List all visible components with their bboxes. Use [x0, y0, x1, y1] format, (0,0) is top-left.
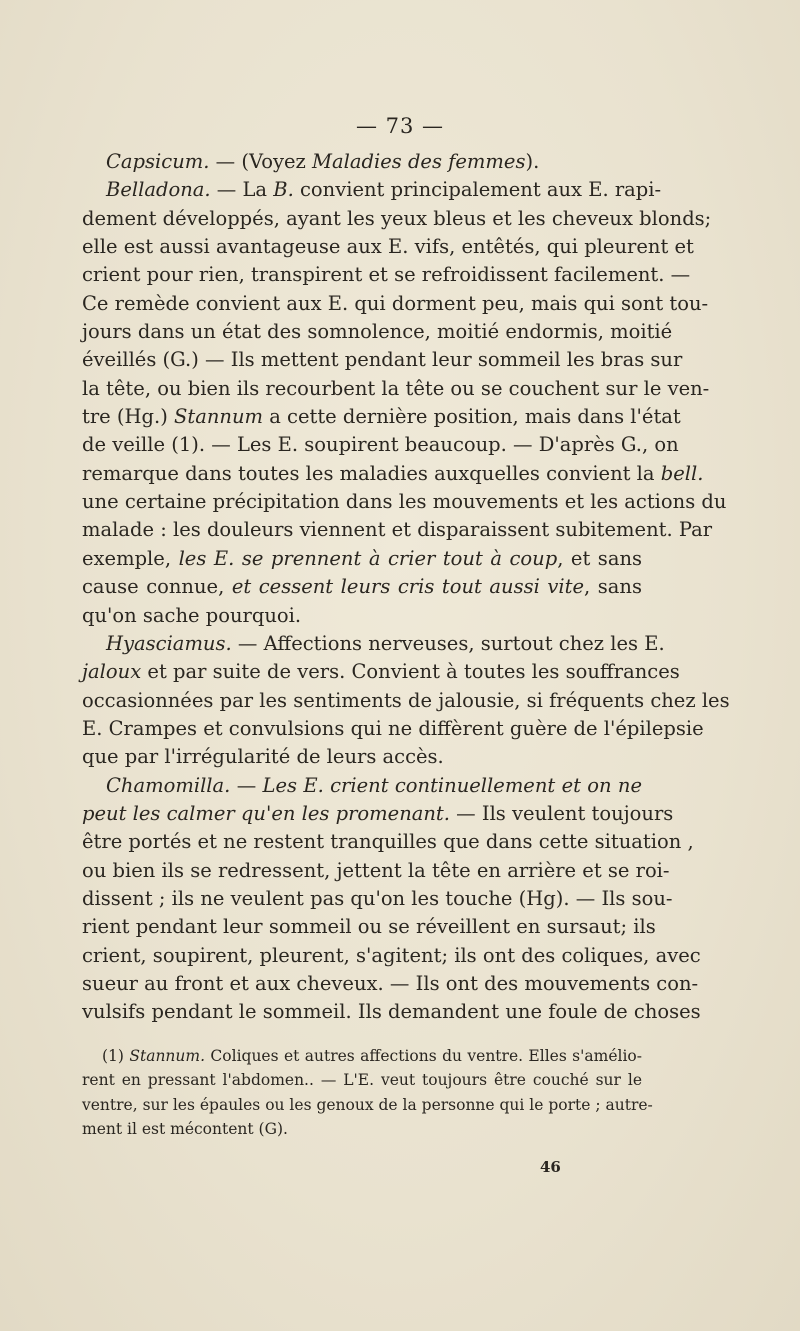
footnote-line: rent en pressant l'abdomen.. — L'E. veut toujours être couché sur le [82, 1071, 642, 1090]
text-line: E. Crampes et convulsions qui ne diffèrent guère de l'épilepsie [82, 716, 704, 740]
footnote-line: ment il est mécontent (G). [82, 1119, 288, 1138]
text-line: Belladona. — La B. convient principalement aux E. rapi- [106, 178, 662, 202]
text-line: de veille (1). — Les E. soupirent beaucoup. — D'après G., on [82, 433, 679, 457]
text-line: Hyasciamus. — Affections nerveuses, surtout chez les E. [106, 631, 665, 655]
signature-mark: 46 [540, 1158, 561, 1176]
text-line: qu'on sache pourquoi. [82, 603, 302, 627]
text-line: rient pendant leur sommeil ou se réveillent en sursaut; ils [82, 915, 656, 939]
text-line: peut les calmer qu'en les promenant. — Ils veulent toujours [82, 801, 674, 825]
text-line: Ce remède convient aux E. qui dorment peu, mais qui sont tou- [82, 291, 709, 315]
text-line: que par l'irrégularité de leurs accès. [82, 745, 444, 769]
footnote-line: ventre, sur les épaules ou les genoux de la personne qui le porte ; autre- [82, 1095, 653, 1114]
text-line: la tête, ou bien ils recourbent la tête ou se couchent sur le ven- [82, 376, 710, 400]
footnote-line: (1) Stannum. Coliques et autres affections du ventre. Elles s'amélio- [102, 1047, 642, 1065]
text-line: occasionnées par les sentiments de jalousie, si fréquents chez les [82, 688, 730, 712]
text-line: éveillés (G.) — Ils mettent pendant leur sommeil les bras sur [82, 348, 683, 372]
page-number: — 73 — [355, 114, 445, 138]
text-line: jours dans un état des somnolence, moitié endormis, moitié [82, 320, 673, 344]
text-line: Chamomilla. — Les E. crient continuellement et on ne [106, 773, 642, 797]
footnote [82, 1044, 653, 1141]
text-line: une certaine précipitation dans les mouvements et les actions du [82, 490, 727, 514]
text-line: malade : les douleurs viennent et disparaissent subitement. Par [82, 518, 713, 542]
text-line: cause connue, et cessent leurs cris tout aussi vite, sans [82, 575, 642, 599]
text-line: remarque dans toutes les maladies auxquelles convient la bell. [82, 461, 704, 485]
text-line: dissent ; ils ne veulent pas qu'on les touche (Hg). — Ils sou- [82, 886, 673, 910]
text-line: être portés et ne restent tranquilles que dans cette situation , [82, 830, 694, 854]
text-line: elle est aussi avantageuse aux E. vifs, entêtés, qui pleurent et [82, 235, 694, 259]
text-line: crient, soupirent, pleurent, s'agitent; ils ont des coliques, avec [82, 943, 701, 967]
text-line: tre (Hg.) Stannum a cette dernière position, mais dans l'état [82, 405, 681, 429]
text-line: jaloux et par suite de vers. Convient à toutes les souffrances [82, 660, 680, 684]
text-line: crient pour rien, transpirent et se refroidissent facilement. — [82, 263, 691, 287]
text-line: Capsicum. — (Voyez Maladies des femmes). [106, 150, 540, 173]
text-line: vulsifs pendant le sommeil. Ils demandent une foule de choses [82, 1000, 701, 1024]
text-line: dement développés, ayant les yeux bleus et les cheveux blonds; [82, 206, 712, 230]
text-line: ou bien ils se redressent, jettent la tête en arrière et se roi- [82, 858, 670, 882]
text-line: exemple, les E. se prennent à crier tout à coup, et sans [82, 546, 643, 570]
main-text [82, 148, 730, 1027]
text-line: sueur au front et aux cheveux. — Ils ont des mouvements con- [82, 971, 699, 995]
